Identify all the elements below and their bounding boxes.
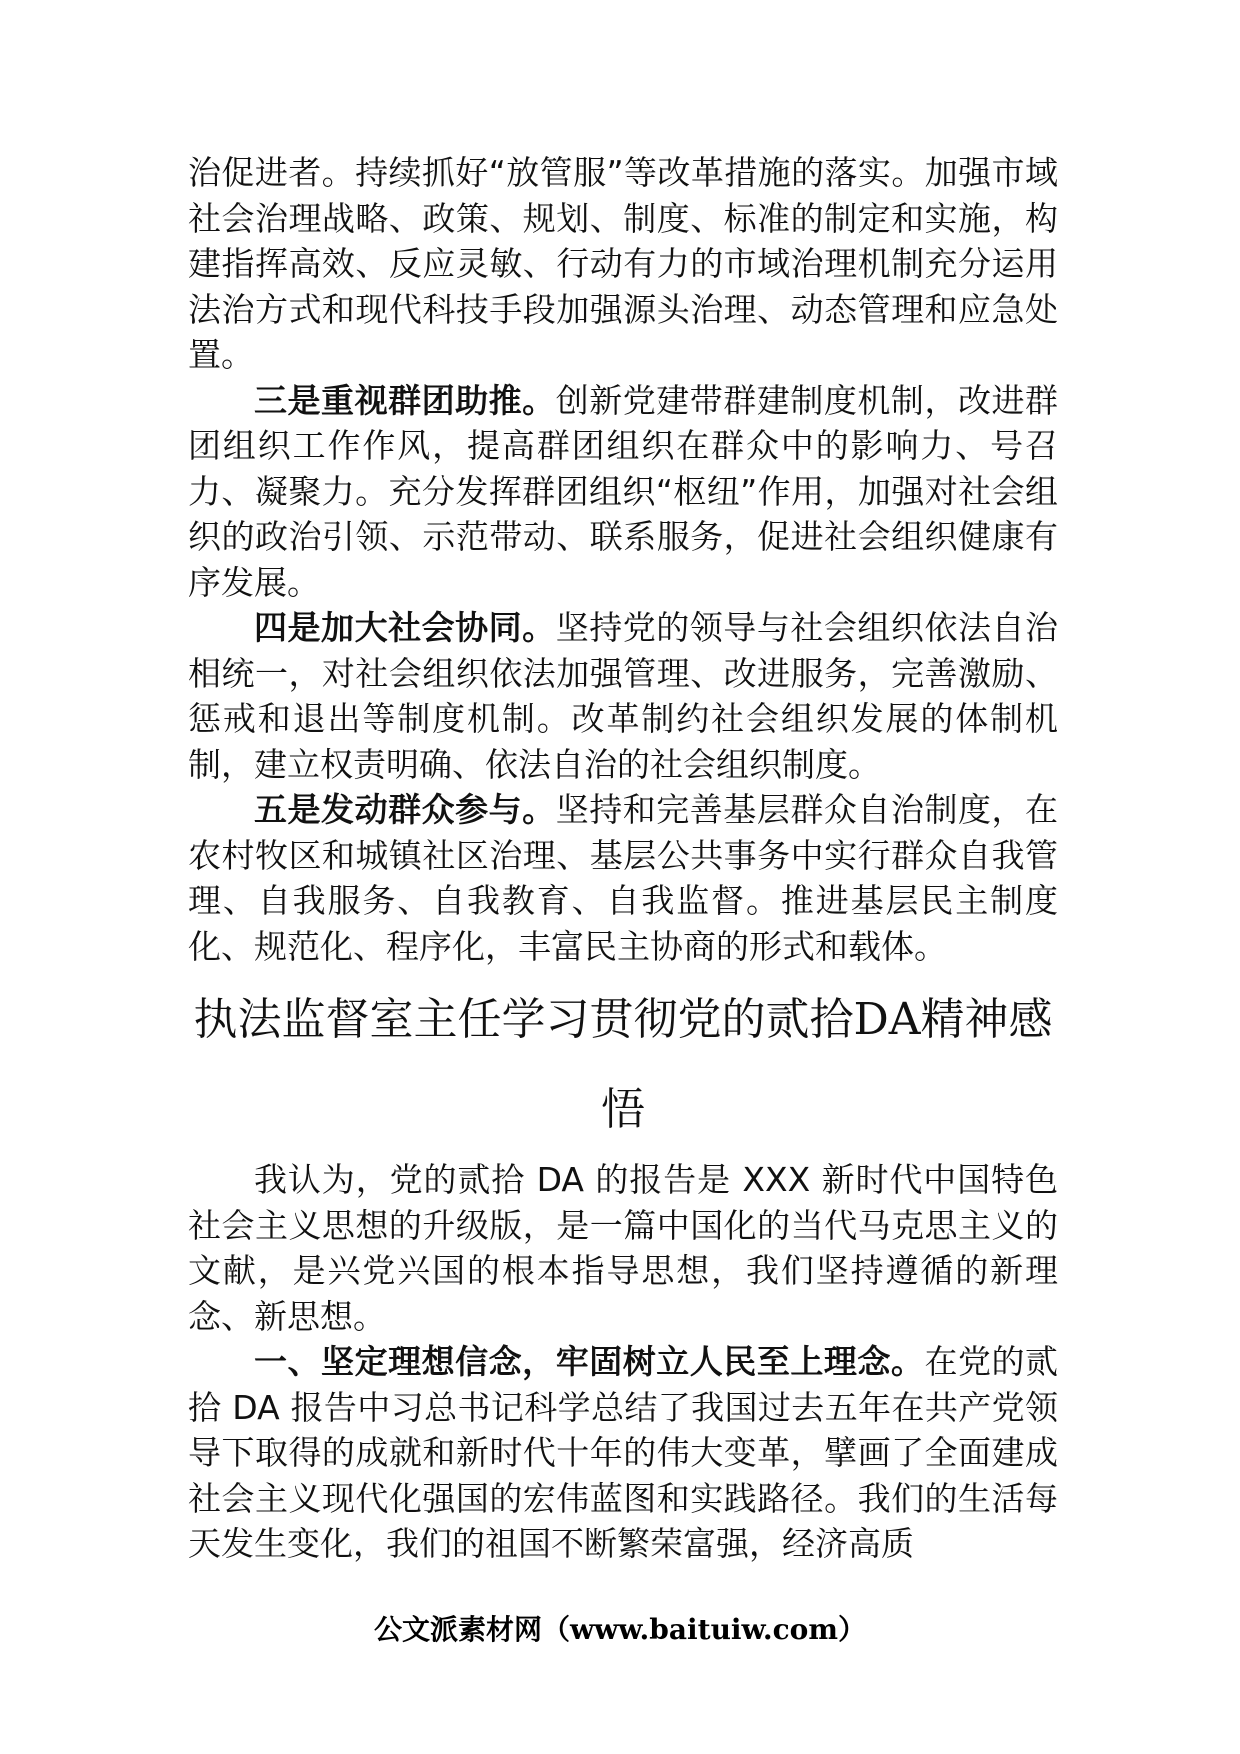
point-four-paragraph	[188, 605, 1058, 787]
point-five-text: 坚持和完善基层群众自治制度，在农村牧区和城镇社区治理、基层公共事务中实行群众自我管理、自我服务、自我教育、自我监督。推进基层民主制度化、规范化、程序化，丰富民主协商的形式和载体。	[188, 790, 1059, 966]
footer-source: 公文派素材网（www.baituiw.com）	[374, 1613, 866, 1646]
point-five-lead: 五是发动群众参与。	[254, 790, 556, 829]
document-body	[188, 150, 1058, 1567]
point-four-text: 坚持党的领导与社会组织依法自治相统一，对社会组织依法加强管理、改进服务，完善激励、惩戒和退出等制度机制。改革制约社会组织发展的体制机制，建立权责明确、依法自治的社会组织制度。	[188, 608, 1059, 784]
intro-paragraph: 我认为，党的贰拾 DA 的报告是 XXX 新时代中国特色社会主义思想的升级版，是一篇中国化的当代马克思主义的文献，是兴党兴国的根本指导思想，我们坚持遵循的新理念、新思想。	[188, 1160, 1058, 1336]
point-three-text: 创新党建带群建制度机制，改进群团组织工作作风，提高群团组织在群众中的影响力、号召力、凝聚力。充分发挥群团组织“枢纽”作用，加强对社会组织的政治引领、示范带动、联系服务，促进社会组织健康有序发展。	[188, 380, 1059, 602]
point-four-lead: 四是加大社会协同。	[254, 608, 556, 647]
point-five-paragraph	[188, 787, 1058, 969]
point-three-lead: 三是重视群团助推。	[254, 380, 556, 420]
section-one-lead: 一、坚定理想信念，牢固树立人民至上理念。	[254, 1342, 925, 1381]
section-one-text: 在党的贰拾 DA 报告中习总书记科学总结了我国过去五年在共产党领导下取得的成就和新时代十年的伟大变革，擘画了全面建成社会主义现代化强国的宏伟蓝图和实践路径。我们的生活每天发生变化，我们的祖国不断繁荣富强，经济高质	[188, 1342, 1059, 1563]
opening-paragraph: 治促进者。持续抓好“放管服”等改革措施的落实。加强市域社会治理战略、政策、规划、制度、标准的制定和实施，构建指挥高效、反应灵敏、行动有力的市域治理机制充分运用法治方式和现代科技手段加强源头治理、动态管理和应急处置。	[188, 153, 1058, 374]
section-one-paragraph	[188, 1339, 1058, 1567]
point-three-paragraph	[188, 378, 1058, 606]
document-title: 执法监督室主任学习贯彻党的贰拾DA精神感悟	[193, 994, 1053, 1135]
